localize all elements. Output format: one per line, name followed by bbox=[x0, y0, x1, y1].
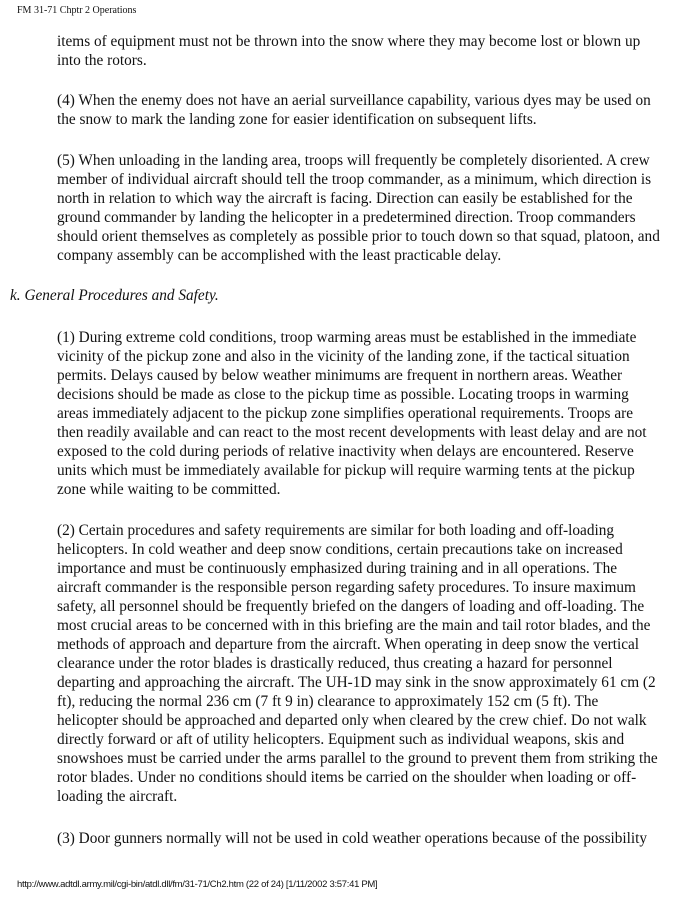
section-heading: k. General Procedures and Safety. bbox=[10, 287, 219, 304]
paragraph-5 bbox=[57, 151, 660, 265]
text-line: the snow to mark the landing zone for easier identification on subsequent lifts. bbox=[57, 111, 537, 128]
text-line: (4) When the enemy does not have an aerial surveillance capability, various dyes may be used on bbox=[57, 92, 651, 109]
text-line: snowshoes must be carried under the arms parallel to the ground to prevent them from striking the bbox=[57, 750, 658, 767]
text-line: north in relation to which way the aircraft is facing. Direction can easily be established for the bbox=[57, 190, 633, 207]
text-line: zone while waiting to be committed. bbox=[57, 481, 281, 498]
paragraph-k2 bbox=[57, 521, 658, 806]
text-line: should orient themselves as completely as possible prior to touch down so that squad, platoon, and bbox=[57, 228, 660, 245]
text-line: methods of approach and departure from the aircraft. When operating in deep snow the vertical bbox=[57, 636, 640, 653]
text-line: vicinity of the pickup zone and also in the vicinity of the landing zone, if the tactical situation bbox=[57, 348, 630, 365]
text-line: exposed to the cold during periods of relative inactivity when delays are encountered. Reserve bbox=[57, 443, 634, 460]
text-line: company assembly can be accomplished with the least practicable delay. bbox=[57, 247, 502, 264]
text-line: importance and must be continuously emphasized during training and in all operations. The bbox=[57, 560, 618, 577]
text-line: areas immediately adjacent to the pickup zone simplifies operational requirements. Troops are bbox=[57, 405, 634, 422]
text-line: (3) Door gunners normally will not be used in cold weather operations because of the possibility bbox=[57, 830, 648, 847]
text-line: rotor blades. Under no conditions should items be carried on the shoulder when loading or off- bbox=[57, 769, 637, 786]
text-line: loading the aircraft. bbox=[57, 788, 178, 805]
paragraph-k1 bbox=[57, 328, 647, 499]
text-line: decisions should be made as close to the pickup time as possible. Locating troops in warming bbox=[57, 386, 629, 403]
text-line: clearance under the rotor blades is drastically reduced, thus creating a hazard for personnel bbox=[57, 655, 613, 672]
text-line: into the rotors. bbox=[57, 52, 147, 69]
paragraph-k3 bbox=[57, 829, 647, 848]
page-footer-url: http://www.adtdl.army.mil/cgi-bin/atdl.dll/fm/31-71/Ch2.htm (22 of 24) [1/11/2002 3:57:41 PM] bbox=[17, 879, 378, 890]
text-line: ft), reducing the normal 236 cm (7 ft 9 in) clearance to approximately 152 cm (5 ft). The bbox=[57, 693, 599, 710]
text-line: helicopters. In cold weather and deep snow conditions, certain precautions take on increased bbox=[57, 541, 623, 558]
text-line: then readily available and can react to the most recent developments with least delay and are not bbox=[57, 424, 647, 441]
text-line: (1) During extreme cold conditions, troop warming areas must be established in the immediate bbox=[57, 329, 637, 346]
text-line: helicopter should be approached and departed only when cleared by the crew chief. Do not walk bbox=[57, 712, 647, 729]
text-line: aircraft commander is the responsible person regarding safety procedures. To insure maximum bbox=[57, 579, 636, 596]
paragraph-4 bbox=[57, 91, 651, 129]
text-line: items of equipment must not be thrown into the snow where they may become lost or blown up bbox=[57, 33, 641, 50]
paragraph-continuation bbox=[57, 32, 640, 70]
text-line: units which must be immediately available for pickup will require warming tents at the pickup bbox=[57, 462, 635, 479]
text-line: most crucial areas to be concerned with in this briefing are the main and tail rotor blades, and the bbox=[57, 617, 651, 634]
text-line: permits. Delays caused by below weather minimums are frequent in northern areas. Weather bbox=[57, 367, 623, 384]
text-line: (5) When unloading in the landing area, troops will frequently be completely disoriented. A crew bbox=[57, 152, 650, 169]
text-line: safety, all personnel should be frequently briefed on the dangers of loading and off-loading. The bbox=[57, 598, 645, 615]
text-line: directly forward or aft of utility helicopters. Equipment such as individual weapons, skis and bbox=[57, 731, 625, 748]
page-header: FM 31-71 Chptr 2 Operations bbox=[17, 5, 137, 16]
text-line: member of individual aircraft should tell the troop commander, as a minimum, which direction is bbox=[57, 171, 652, 188]
text-line: ground commander by landing the helicopter in a predetermined direction. Troop commanders bbox=[57, 209, 636, 226]
text-line: (2) Certain procedures and safety requirements are similar for both loading and off-loading bbox=[57, 522, 615, 539]
text-line: departing and approaching the aircraft. The UH-1D may sink in the snow approximately 61 cm (2 bbox=[57, 674, 656, 691]
